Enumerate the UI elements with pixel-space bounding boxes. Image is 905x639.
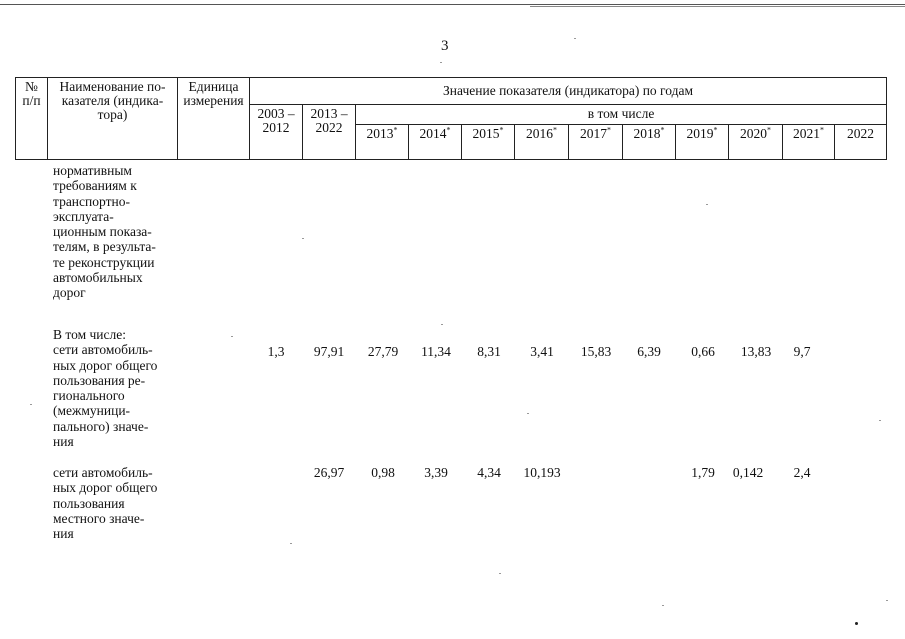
scan-speck [886, 600, 888, 601]
row-continuation-text: нормативным требованиям к транспортно- эксплуата- ционным показа- телям, в результа- те реконструкции автомобильных дорог [53, 163, 156, 301]
col-header-year-2021: 2021* [783, 125, 835, 160]
col-header-year-2016: 2016* [515, 125, 569, 160]
local-value-2021: 2,4 [793, 465, 811, 480]
header-table [15, 77, 887, 160]
col-header-period-2013-2022: 2013 – 2022 [303, 105, 356, 160]
scan-speck [499, 573, 501, 574]
regional-value-2014: 11,34 [421, 344, 451, 359]
regional-value-2017: 15,83 [580, 344, 612, 359]
scan-speck [440, 62, 442, 63]
local-value-2019: 1,79 [691, 465, 715, 480]
scan-speck [855, 622, 858, 625]
col-header-including: в том числе [356, 105, 887, 125]
scan-speck [879, 420, 881, 421]
top-border-line [0, 4, 905, 5]
col-header-year-2022: 2022 [835, 125, 887, 160]
regional-value-2003-2012: 1,3 [267, 344, 285, 359]
col-header-year-2014: 2014* [409, 125, 462, 160]
col-header-values: Значение показателя (индикатора) по годам [250, 78, 887, 105]
local-value-2020: 0,142 [732, 465, 764, 480]
col-header-year-2019: 2019* [676, 125, 729, 160]
regional-value-2018: 6,39 [637, 344, 661, 359]
col-header-unit: Единица измерения [178, 78, 250, 160]
col-header-year-2017: 2017* [569, 125, 623, 160]
local-value-2013-2022: 26,97 [313, 465, 345, 480]
col-header-year-2020: 2020* [729, 125, 783, 160]
col-header-period-2003-2012: 2003 – 2012 [250, 105, 303, 160]
col-header-year-2013: 2013* [356, 125, 409, 160]
scan-speck [302, 238, 304, 239]
scan-speck [574, 38, 576, 39]
col-header-year-2015: 2015* [462, 125, 515, 160]
scan-speck [441, 324, 443, 325]
scan-speck [662, 605, 664, 606]
scan-speck [706, 204, 708, 205]
col-header-name: Наименование по- казателя (индика- тора) [48, 78, 178, 160]
regional-value-2013: 27,79 [367, 344, 399, 359]
local-value-2016: 10,193 [523, 465, 561, 480]
col-header-year-2018: 2018* [623, 125, 676, 160]
row-regional-text: В том числе: сети автомобиль- ных дорог общего пользования ре- гионального (межмуници- пального) значе- ния [53, 327, 158, 450]
scan-speck [527, 413, 529, 414]
regional-value-2019: 0,66 [691, 344, 715, 359]
page-number: 3 [441, 38, 449, 54]
local-value-2014: 3,39 [424, 465, 448, 480]
regional-value-2020: 13,83 [740, 344, 772, 359]
regional-value-2016: 3,41 [530, 344, 554, 359]
row-local-text: сети автомобиль- ных дорог общего пользования местного значе- ния [53, 465, 158, 542]
scan-speck [290, 543, 292, 544]
col-header-number: № п/п [16, 78, 48, 160]
regional-value-2021: 9,7 [793, 344, 811, 359]
scan-speck [30, 404, 32, 405]
local-value-2013: 0,98 [371, 465, 395, 480]
scan-speck [231, 336, 233, 337]
regional-value-2013-2022: 97,91 [313, 344, 345, 359]
top-border-line-secondary [530, 6, 905, 7]
regional-value-2015: 8,31 [477, 344, 501, 359]
local-value-2015: 4,34 [477, 465, 501, 480]
